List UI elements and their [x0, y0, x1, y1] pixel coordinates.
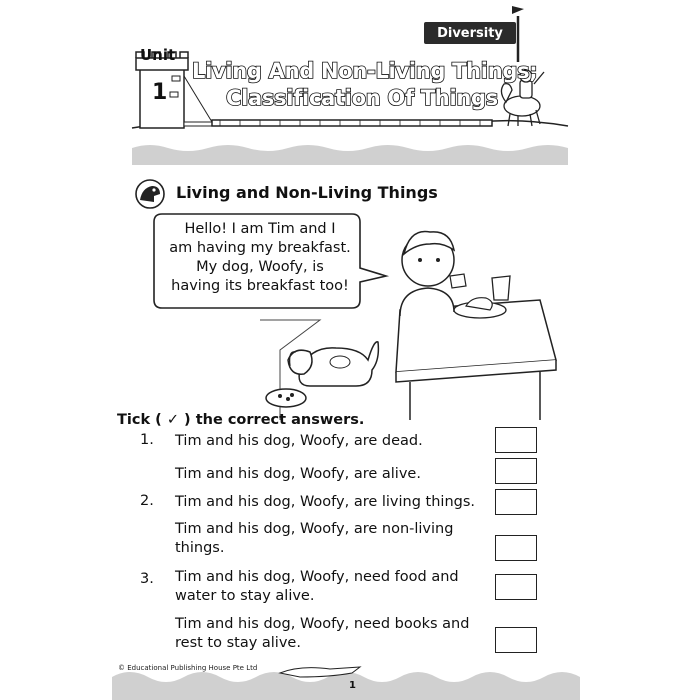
answer-checkbox[interactable] [495, 535, 537, 561]
answer-checkbox[interactable] [495, 627, 537, 653]
answer-checkbox[interactable] [495, 458, 537, 484]
answer-checkbox[interactable] [495, 427, 537, 453]
answer-option: Tim and his dog, Woofy, need books and rest to stay alive. [175, 616, 470, 651]
answer-option: Tim and his dog, Woofy, are non-living things. [175, 521, 454, 556]
unit-number: 1 [152, 80, 168, 105]
answer-option: Tim and his dog, Woofy, need food and water to stay alive. [175, 569, 459, 604]
answer-checkbox[interactable] [495, 574, 537, 600]
title-line-1: Living And Non-Living Things; [192, 59, 538, 83]
footer-band [0, 655, 700, 700]
bubble-line-3: My dog, Woofy, is [196, 259, 324, 275]
question-number: 3. [140, 571, 154, 587]
topic-tag: Diversity [424, 22, 516, 44]
question-number: 1. [140, 432, 154, 448]
answer-checkbox[interactable] [495, 489, 537, 515]
page-title [192, 58, 538, 112]
copyright-text: © Educational Publishing House Pte Ltd [118, 664, 258, 672]
bubble-line-1: Hello! I am Tim and I [184, 221, 336, 237]
answer-option: Tim and his dog, Woofy, are alive. [175, 466, 421, 482]
title-line-2: Classification Of Things [226, 86, 498, 110]
answer-option: Tim and his dog, Woofy, are living things. [175, 494, 476, 510]
horse-head-icon [132, 176, 172, 212]
bubble-line-4: having its breakfast too! [171, 278, 349, 294]
instructions: Tick ( ✓ ) the correct answers. [117, 412, 365, 428]
page-number: 1 [349, 680, 356, 691]
section-title: Living and Non-Living Things [176, 183, 438, 202]
unit-label: Unit [140, 46, 176, 64]
answer-option: Tim and his dog, Woofy, are dead. [175, 433, 423, 449]
breakfast-illustration [260, 220, 560, 420]
bubble-line-2: am having my breakfast. [169, 240, 351, 256]
flag-finial-icon [512, 6, 524, 16]
question-number: 2. [140, 493, 154, 509]
